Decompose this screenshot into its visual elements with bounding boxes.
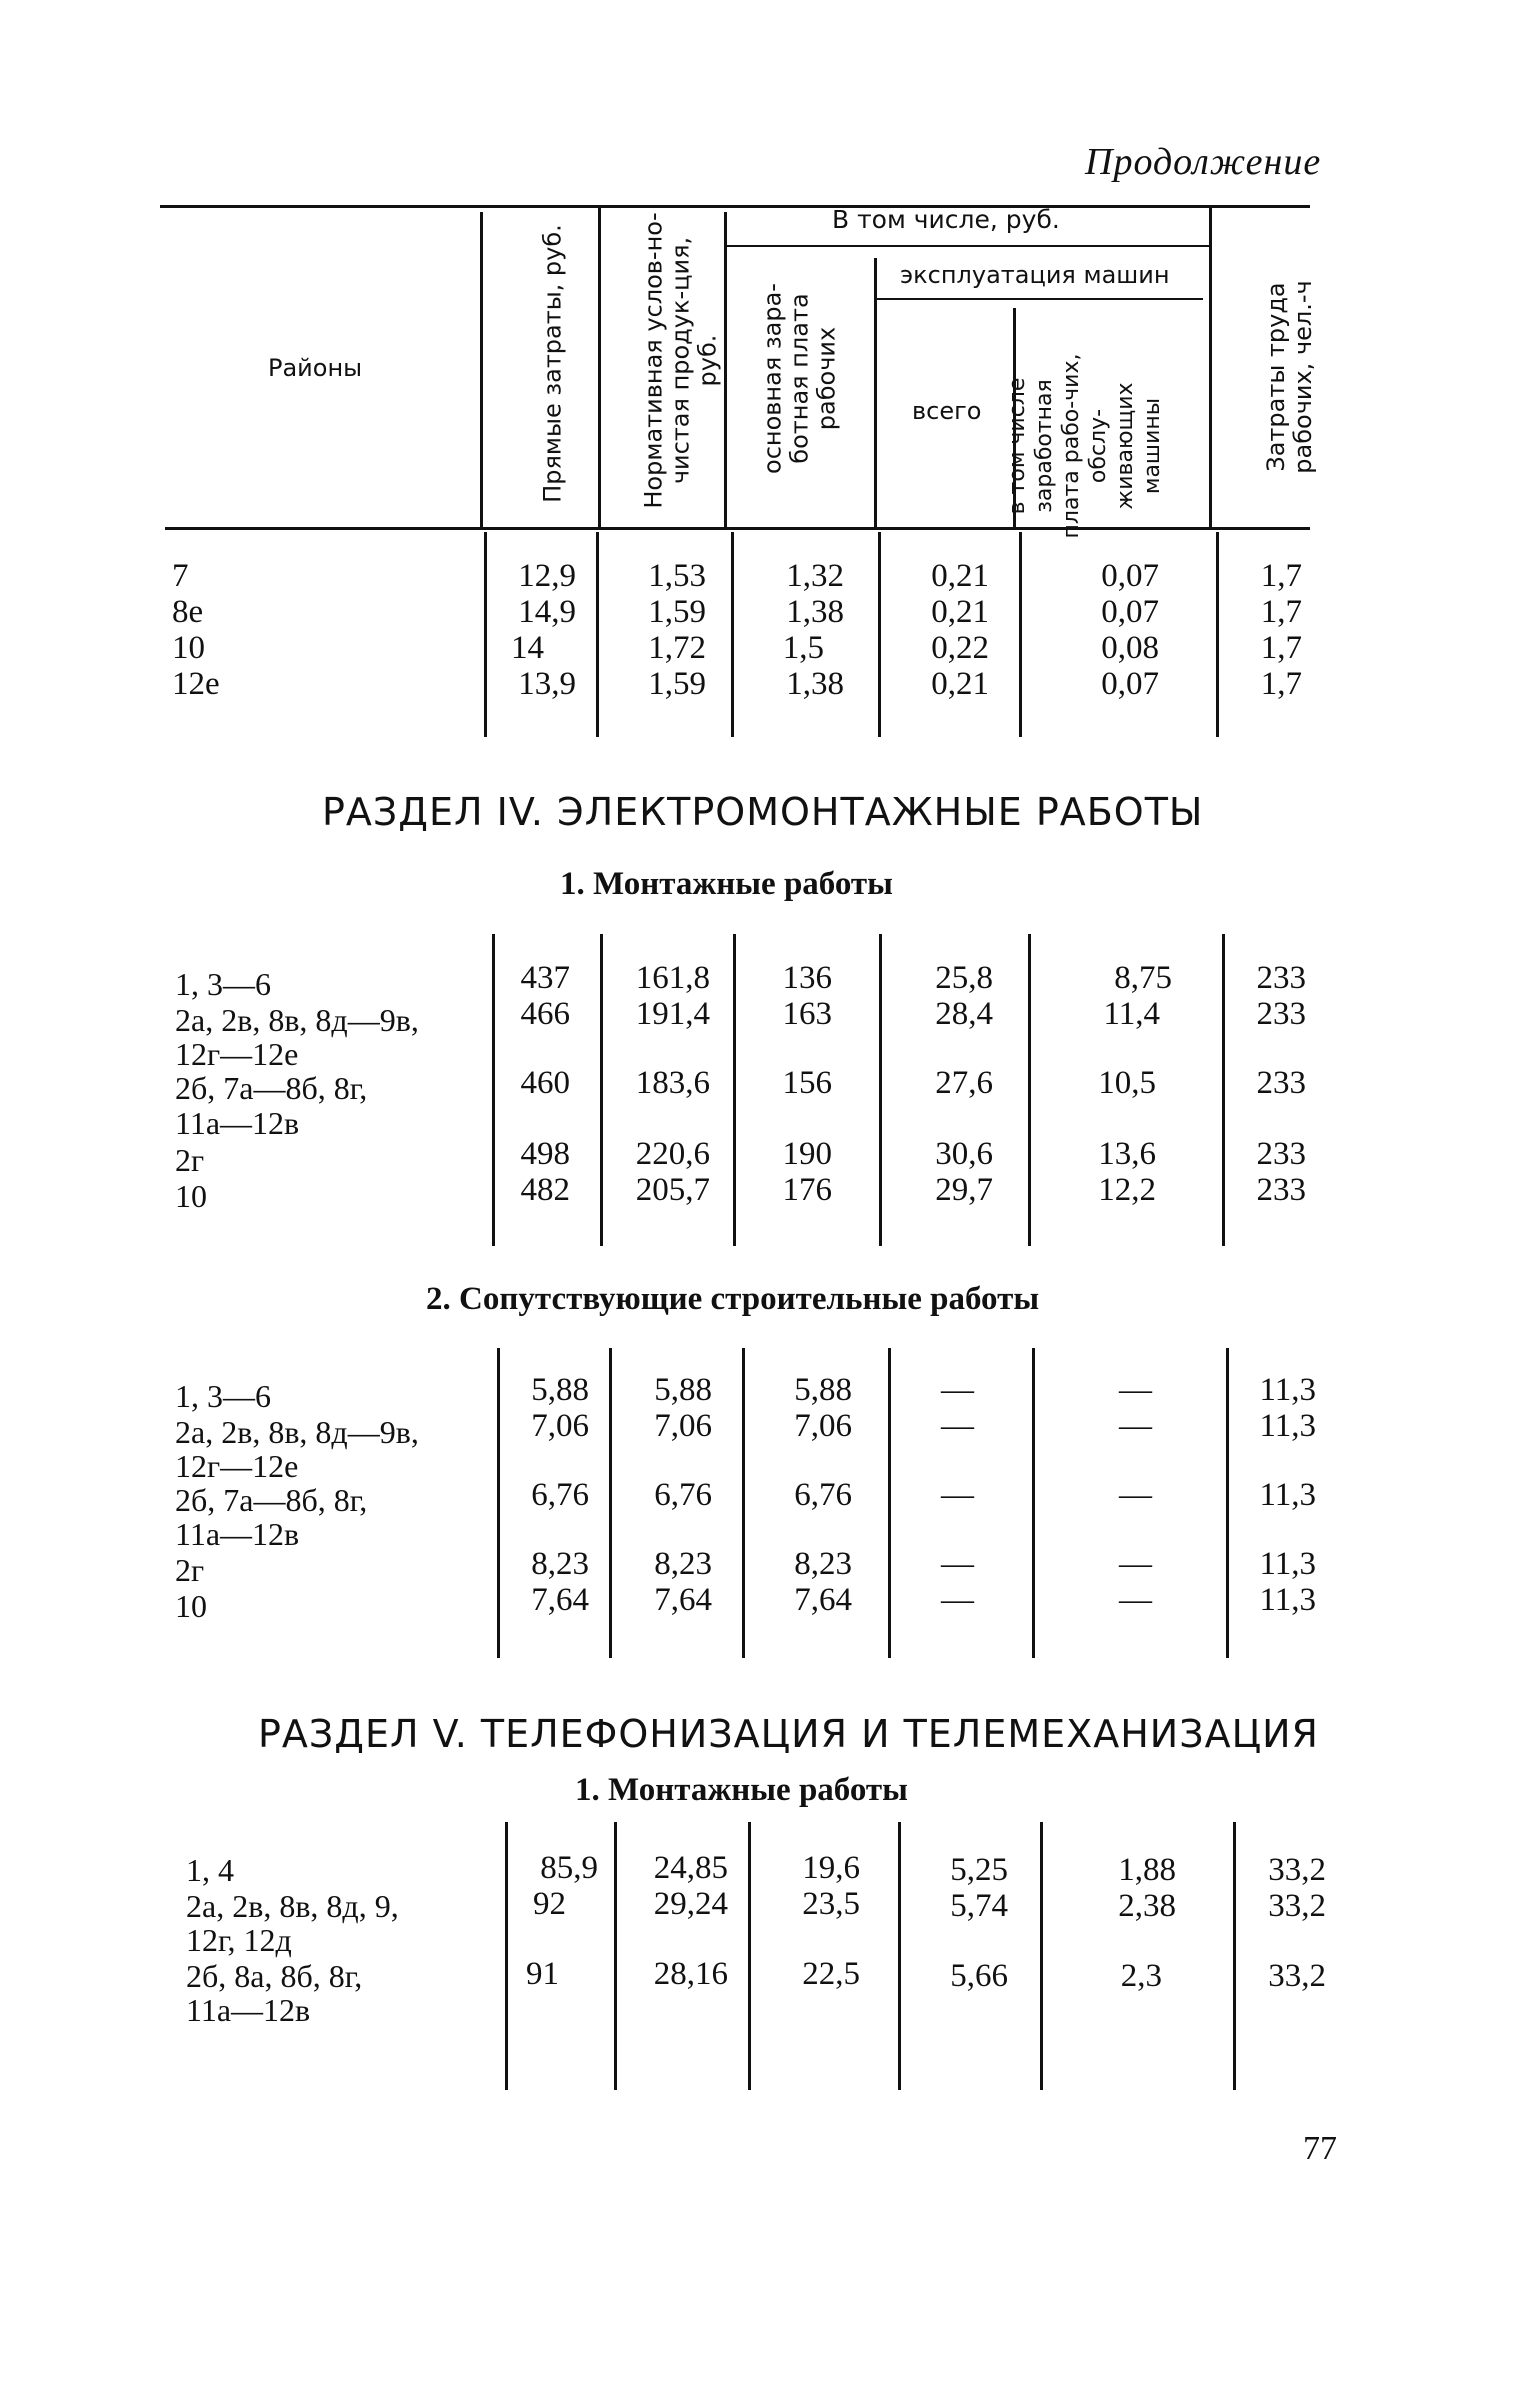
table-cell: 466 [520, 996, 570, 1032]
table-row-region: 2б, 7а—8б, 8г, [175, 1482, 368, 1518]
table-cell: 8,23 [794, 1546, 852, 1582]
body1-vline-5 [1019, 532, 1022, 737]
table-row-region-cont: 12г—12е [175, 1036, 299, 1072]
table-row-region: 10 [175, 1588, 207, 1624]
table-cell: — [1119, 1372, 1152, 1408]
table-cell: 91 [526, 1956, 559, 1992]
table-cell: 5,25 [950, 1852, 1008, 1888]
header-including: В том числе, руб. [832, 205, 1060, 234]
s4b-vline-3 [742, 1348, 745, 1658]
table-cell: 28,16 [653, 1956, 728, 1992]
table-cell: 1,7 [1260, 594, 1302, 630]
s4a-vline-1 [492, 934, 495, 1246]
table-cell: 2,3 [1120, 1958, 1162, 1994]
table-row-region-cont: 12г—12е [175, 1448, 299, 1484]
header-normative: Нормативная услов-но-чистая продук-ция, руб. [639, 212, 722, 509]
table-cell: 7,06 [794, 1408, 852, 1444]
table-cell: 190 [782, 1136, 832, 1172]
table-cell: 460 [520, 1065, 570, 1101]
machines-rule [877, 298, 1203, 300]
table-cell: 12,9 [518, 558, 576, 594]
table-cell: 7,64 [794, 1582, 852, 1618]
table-cell: 6,76 [654, 1477, 712, 1513]
table-row-region-cont: 11а—12в [175, 1516, 300, 1552]
table-cell: 5,88 [794, 1372, 852, 1408]
table-cell: 220,6 [635, 1136, 710, 1172]
table-cell: 1,7 [1260, 666, 1302, 702]
table-cell: 1,32 [786, 558, 844, 594]
table-cell: 11,3 [1259, 1408, 1316, 1444]
body1-vline-2 [596, 532, 599, 737]
table-cell: 161,8 [635, 960, 710, 996]
table-cell: 1,59 [648, 594, 706, 630]
s4a-vline-2 [600, 934, 603, 1246]
table-cell: — [1119, 1582, 1152, 1618]
header-machine-operation: эксплуатация машин [900, 261, 1170, 289]
section-5-sub1-title: 1. Монтажные работы [575, 1772, 908, 1808]
table-row-region: 2а, 2в, 8в, 8д, 9, [186, 1888, 399, 1924]
table-row-region: 2г [175, 1142, 205, 1178]
s5-vline-3 [748, 1822, 751, 2090]
table-row-region: 2а, 2в, 8в, 8д—9в, [175, 1002, 419, 1038]
section-4-sub1-title: 1. Монтажные работы [560, 866, 893, 902]
table-cell: 233 [1256, 1136, 1306, 1172]
table-cell: 233 [1256, 1065, 1306, 1101]
table-cell: 0,07 [1101, 666, 1159, 702]
table-cell: 8,23 [654, 1546, 712, 1582]
s4b-vline-4 [888, 1348, 891, 1658]
table-row-region-cont: 11а—12в [175, 1105, 300, 1141]
table-cell: 23,5 [802, 1886, 860, 1922]
table-cell: 25,8 [935, 960, 993, 996]
s4b-vline-2 [609, 1348, 612, 1658]
table-cell: 10,5 [1098, 1065, 1156, 1101]
table-cell: 1,7 [1260, 630, 1302, 666]
table-cell: 2,38 [1118, 1888, 1176, 1924]
table-cell: 14,9 [518, 594, 576, 630]
hdr-vline-2 [598, 205, 601, 527]
s4b-vline-6 [1226, 1348, 1229, 1658]
hdr-vline-4 [874, 258, 877, 527]
section-5-title: РАЗДЕЛ V. ТЕЛЕФОНИЗАЦИЯ И ТЕЛЕМЕХАНИЗАЦИЯ [258, 1712, 1319, 1756]
table-row-region: 12е [172, 666, 220, 702]
s4a-vline-5 [1028, 934, 1031, 1246]
s4b-vline-5 [1032, 1348, 1035, 1658]
header-base-wage: основная зара-ботная плата рабочих [758, 283, 841, 474]
table-cell: 1,88 [1118, 1852, 1176, 1888]
table-cell: 5,88 [531, 1372, 589, 1408]
table-row-region-cont: 11а—12в [186, 1992, 311, 2028]
table-cell: — [941, 1408, 974, 1444]
table-cell: 7,64 [531, 1582, 589, 1618]
table-row-region: 2б, 8а, 8б, 8г, [186, 1958, 363, 1994]
table-row-region-cont: 12г, 12д [186, 1922, 292, 1958]
s4a-vline-6 [1222, 934, 1225, 1246]
table-cell: 233 [1256, 1172, 1306, 1208]
body1-vline-4 [878, 532, 881, 737]
table-cell: 13,9 [518, 666, 576, 702]
table-cell: — [1119, 1408, 1152, 1444]
table-cell: 437 [520, 960, 570, 996]
s5-vline-1 [505, 1822, 508, 2090]
table-cell: 7,64 [654, 1582, 712, 1618]
table-cell: 11,3 [1259, 1372, 1316, 1408]
table-cell: 1,72 [648, 630, 706, 666]
table-cell: 233 [1256, 996, 1306, 1032]
header-direct-costs: Прямые затраты, руб. [538, 224, 567, 503]
header-top-rule [160, 205, 1310, 208]
table-cell: 205,7 [635, 1172, 710, 1208]
table-cell: 29,7 [935, 1172, 993, 1208]
table-row-region: 1, 3—6 [175, 966, 271, 1002]
table-cell: 233 [1256, 960, 1306, 996]
table-cell: 163 [782, 996, 832, 1032]
table-cell: 12,2 [1098, 1172, 1156, 1208]
table-cell: 24,85 [653, 1850, 728, 1886]
table-cell: 1,7 [1260, 558, 1302, 594]
s5-vline-6 [1233, 1822, 1236, 2090]
header-including-wage: в том числе заработная плата рабо-чих, обслу-живающих машины [1005, 353, 1165, 539]
table-cell: 5,88 [654, 1372, 712, 1408]
s4a-vline-4 [879, 934, 882, 1246]
continuation-label: Продолжение [1085, 141, 1322, 183]
table-cell: 1,38 [786, 666, 844, 702]
table-cell: 5,66 [950, 1958, 1008, 1994]
s5-vline-2 [614, 1822, 617, 2090]
table-cell: 156 [782, 1065, 832, 1101]
table-row-region: 8е [172, 594, 204, 630]
table-cell: 19,6 [802, 1850, 860, 1886]
table-row-region: 1, 3—6 [175, 1378, 271, 1414]
table-cell: 1,38 [786, 594, 844, 630]
section-4-title: РАЗДЕЛ IV. ЭЛЕКТРОМОНТАЖНЫЕ РАБОТЫ [322, 790, 1204, 834]
table-cell: 0,21 [931, 594, 989, 630]
table-row-region: 2б, 7а—8б, 8г, [175, 1070, 368, 1106]
table-cell: 5,74 [950, 1888, 1008, 1924]
table-cell: 0,21 [931, 666, 989, 702]
table-cell: 14 [511, 630, 544, 666]
table-cell: 11,3 [1259, 1582, 1316, 1618]
table-cell: 1,5 [782, 630, 824, 666]
s5-vline-5 [1040, 1822, 1043, 2090]
table-cell: 136 [782, 960, 832, 996]
table-cell: 482 [520, 1172, 570, 1208]
table-cell: — [941, 1582, 974, 1618]
table-cell: — [1119, 1477, 1152, 1513]
hdr-vline-6 [1209, 208, 1212, 527]
body1-vline-1 [484, 532, 487, 737]
table-cell: 1,59 [648, 666, 706, 702]
table-cell: 0,07 [1101, 594, 1159, 630]
table-cell: 11,4 [1103, 996, 1160, 1032]
table-cell: 7,06 [531, 1408, 589, 1444]
page-number: 77 [1303, 2130, 1337, 2167]
table-cell: 0,08 [1101, 630, 1159, 666]
s5-vline-4 [898, 1822, 901, 2090]
table-cell: 191,4 [635, 996, 710, 1032]
table-cell: 6,76 [531, 1477, 589, 1513]
table-cell: 11,3 [1259, 1477, 1316, 1513]
table-cell: — [941, 1477, 974, 1513]
table-cell: 33,2 [1268, 1958, 1326, 1994]
table-cell: 33,2 [1268, 1852, 1326, 1888]
section-4-sub2-title: 2. Сопутствующие строительные работы [426, 1281, 1040, 1317]
table-cell: 498 [520, 1136, 570, 1172]
table-cell: 30,6 [935, 1136, 993, 1172]
table-cell: 13,6 [1098, 1136, 1156, 1172]
table-cell: 0,22 [931, 630, 989, 666]
table-cell: 0,21 [931, 558, 989, 594]
table-cell: 176 [782, 1172, 832, 1208]
table-cell: 28,4 [935, 996, 993, 1032]
table-cell: 8,23 [531, 1546, 589, 1582]
including-rule [726, 245, 1211, 247]
table-cell: 7,06 [654, 1408, 712, 1444]
table-row-region: 10 [175, 1178, 207, 1214]
table-cell: 183,6 [635, 1065, 710, 1101]
body1-vline-6 [1216, 532, 1219, 737]
header-labor: Затраты труда рабочих, чел.-ч [1262, 280, 1317, 474]
table-row-region: 2а, 2в, 8в, 8д—9в, [175, 1414, 419, 1450]
header-regions: Районы [268, 354, 363, 382]
header-total: всего [912, 397, 982, 425]
table-cell: — [1119, 1546, 1152, 1582]
table-cell: 29,24 [653, 1886, 728, 1922]
table-cell: 8,75 [1114, 960, 1172, 996]
table-cell: 85,9 [540, 1850, 598, 1886]
table-cell: 1,53 [648, 558, 706, 594]
table-row-region: 1, 4 [186, 1852, 234, 1888]
table-cell: 33,2 [1268, 1888, 1326, 1924]
table-cell: 27,6 [935, 1065, 993, 1101]
hdr-vline-3 [724, 212, 727, 527]
table-cell: — [941, 1546, 974, 1582]
table-cell: 0,07 [1101, 558, 1159, 594]
table-row-region: 10 [172, 630, 205, 666]
table-cell: 6,76 [794, 1477, 852, 1513]
table-cell: 11,3 [1259, 1546, 1316, 1582]
table-row-region: 7 [172, 558, 189, 594]
s4b-vline-1 [497, 1348, 500, 1658]
table-cell: — [941, 1372, 974, 1408]
s4a-vline-3 [733, 934, 736, 1246]
table-row-region: 2г [175, 1552, 205, 1588]
table-cell: 92 [533, 1886, 566, 1922]
body1-vline-3 [731, 532, 734, 737]
table-cell: 22,5 [802, 1956, 860, 1992]
hdr-vline-1 [480, 212, 483, 527]
